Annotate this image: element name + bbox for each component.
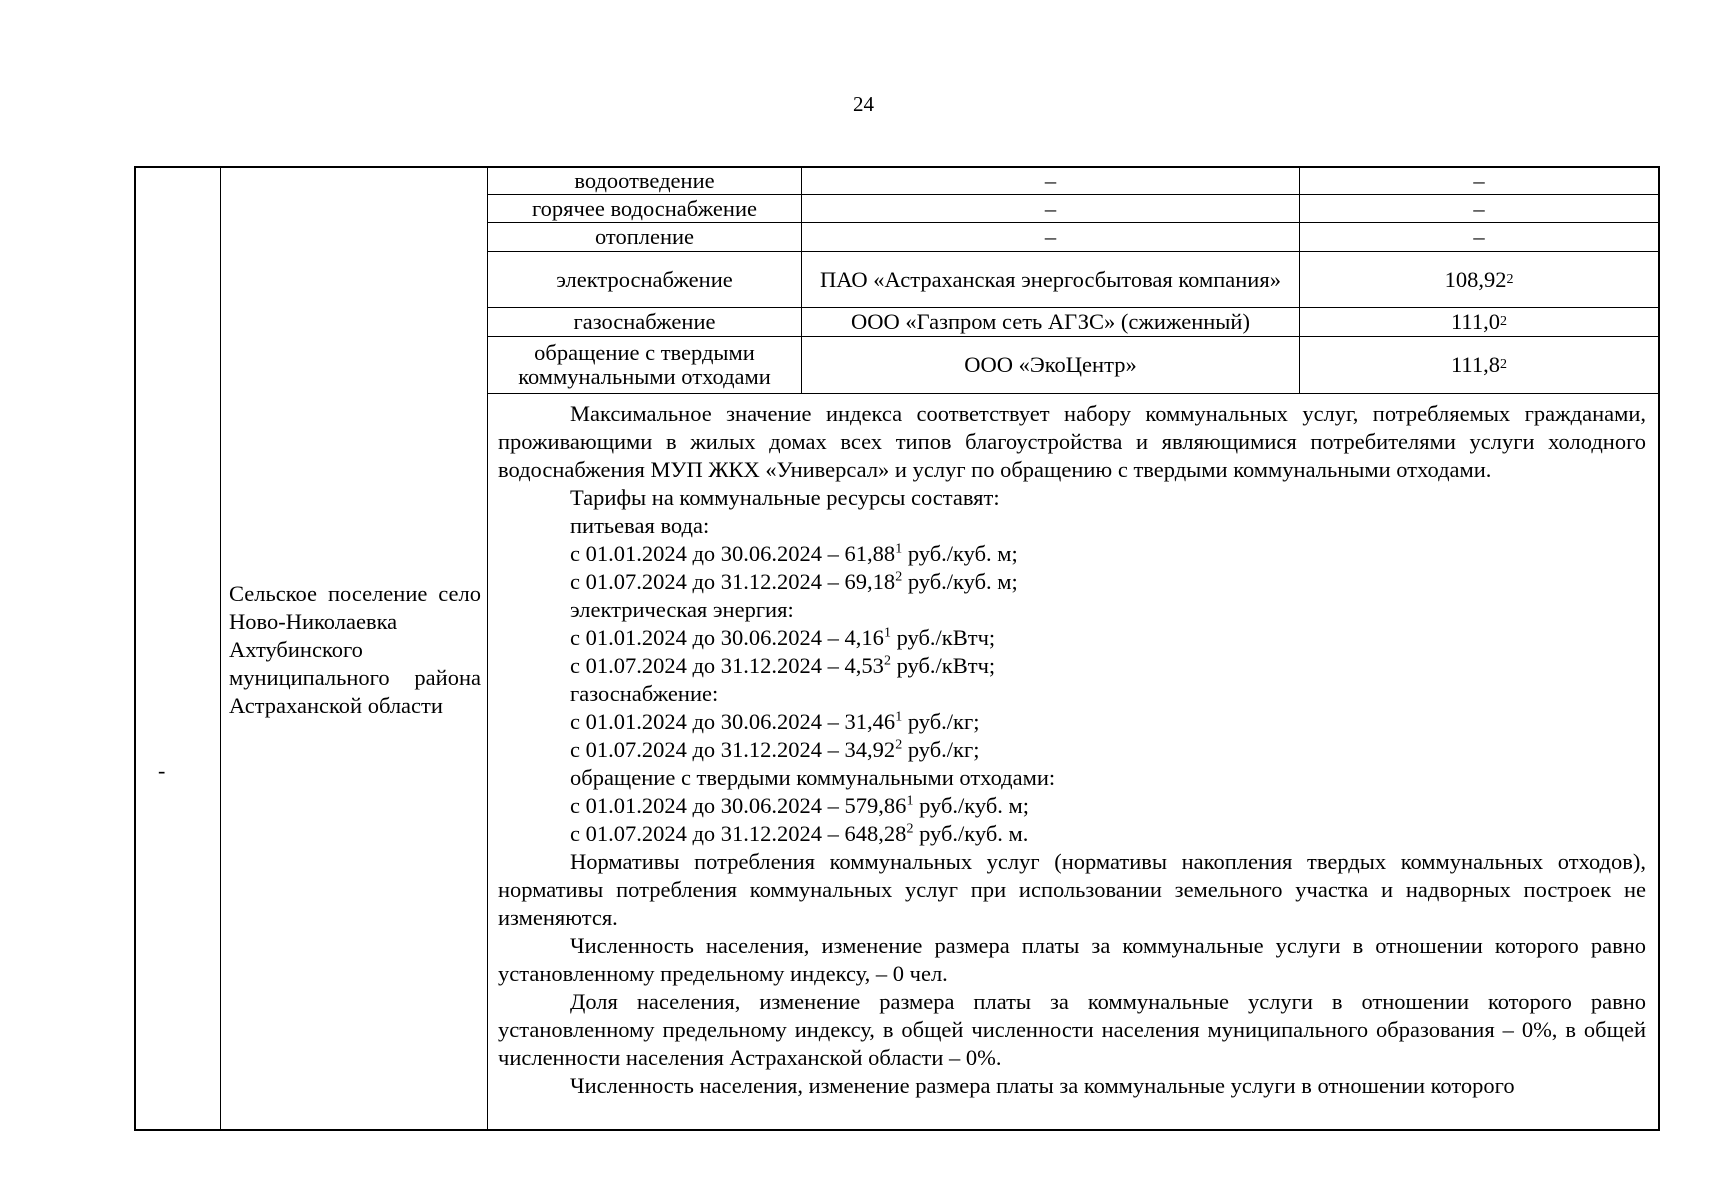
service-row-solid-waste — [488, 337, 1658, 394]
paragraph-population: Численность населения, изменение размера платы за коммунальные услуги в отношении которого равно установленному предельному индексу, – 0 чел. — [498, 933, 1646, 986]
service-provider: ООО «ЭкоЦентр» — [802, 337, 1300, 393]
service-row-electricity — [488, 252, 1658, 308]
service-row-hot-water — [488, 195, 1658, 223]
index-value: 111,0 2 — [1451, 309, 1507, 334]
service-provider: – — [802, 168, 1300, 194]
waste-tariff-h1: с 01.01.2024 до 30.06.2024 – 579,86$^1$ руб./куб. м; — [570, 793, 1030, 818]
index-value: – — [1473, 224, 1485, 249]
service-name: отопление — [488, 223, 802, 251]
index-value: 111,8 2 — [1451, 352, 1507, 377]
service-row-wastewater — [488, 168, 1658, 195]
settlement-name: Сельское поселение село Ново-Николаевка Ахтубинского муниципального района Астраханской области — [229, 581, 481, 718]
tariffs-intro: Тарифы на коммунальные ресурсы составят: — [570, 485, 1000, 510]
gas-label: газоснабжение: — [570, 681, 719, 706]
service-name: обращение с твердыми коммунальными отходами — [488, 337, 802, 393]
settlement-column — [221, 168, 488, 1129]
water-label: питьевая вода: — [570, 513, 710, 538]
tariff-table — [134, 166, 1660, 1131]
paragraph-max-index: Максимальное значение индекса соответствует набору коммунальных услуг, потребляемых гражданами, проживающими в жилых домах всех типов благоустройства и являющимися потребителями услуги холодного водоснабжения МУП ЖКХ «Универсал» и услуг по обращению с твердыми коммунальными отходами. — [498, 401, 1646, 482]
explanatory-text — [498, 400, 1646, 1100]
paragraph-norms: Нормативы потребления коммунальных услуг (нормативы накопления твердых коммунальных отходов), нормативы потребления коммунальных услуг при использовании земельного участка и надворных построек не изменяются. — [498, 849, 1646, 930]
service-name: горячее водоснабжение — [488, 195, 802, 222]
waste-label: обращение с твердыми коммунальными отходами: — [570, 765, 1056, 790]
index-value: 108,92 2 — [1444, 266, 1514, 292]
gas-tariff-h2: с 01.07.2024 до 31.12.2024 – 34,92$^2$ руб./кг; — [570, 737, 980, 762]
row-marker: - — [158, 758, 166, 783]
water-tariff-h1: с 01.01.2024 до 30.06.2024 – 61,88$^1$ руб./куб. м; — [570, 541, 1018, 566]
details-column — [488, 168, 1658, 1129]
gas-tariff-h1: с 01.01.2024 до 30.06.2024 – 31,46$^1$ руб./кг; — [570, 709, 980, 734]
service-provider: – — [802, 195, 1300, 222]
service-provider: – — [802, 223, 1300, 251]
page-number: 24 — [853, 92, 874, 116]
service-row-gas — [488, 308, 1658, 337]
service-row-heating — [488, 223, 1658, 252]
service-name: водоотведение — [488, 168, 802, 194]
paragraph-population-continued: Численность населения, изменение размера платы за коммунальные услуги в отношении которого — [570, 1073, 1515, 1098]
row-number-column — [136, 168, 221, 1129]
service-provider: ООО «Газпром сеть АГЗС» (сжиженный) — [802, 308, 1300, 336]
service-name: газоснабжение — [488, 308, 802, 336]
electricity-tariff-h1: с 01.01.2024 до 30.06.2024 – 4,16$^1$ руб./кВтч; — [570, 625, 996, 650]
index-value: – — [1473, 168, 1485, 193]
electricity-tariff-h2: с 01.07.2024 до 31.12.2024 – 4,53$^2$ руб./кВтч; — [570, 653, 996, 678]
waste-tariff-h2: с 01.07.2024 до 31.12.2024 – 648,28$^2$ руб./куб. м. — [570, 821, 1029, 846]
service-provider: ПАО «Астраханская энергосбытовая компания» — [802, 252, 1300, 307]
electricity-label: электрическая энергия: — [570, 597, 794, 622]
paragraph-share: Доля населения, изменение размера платы за коммунальные услуги в отношении которого равно установленному предельному индексу, в общей численности населения муниципального образования – 0%, в общей численности населения Астраханской области – 0%. — [498, 989, 1646, 1070]
water-tariff-h2: с 01.07.2024 до 31.12.2024 – 69,18$^2$ руб./куб. м; — [570, 569, 1018, 594]
service-name: электроснабжение — [488, 252, 802, 307]
index-value: – — [1473, 195, 1485, 221]
